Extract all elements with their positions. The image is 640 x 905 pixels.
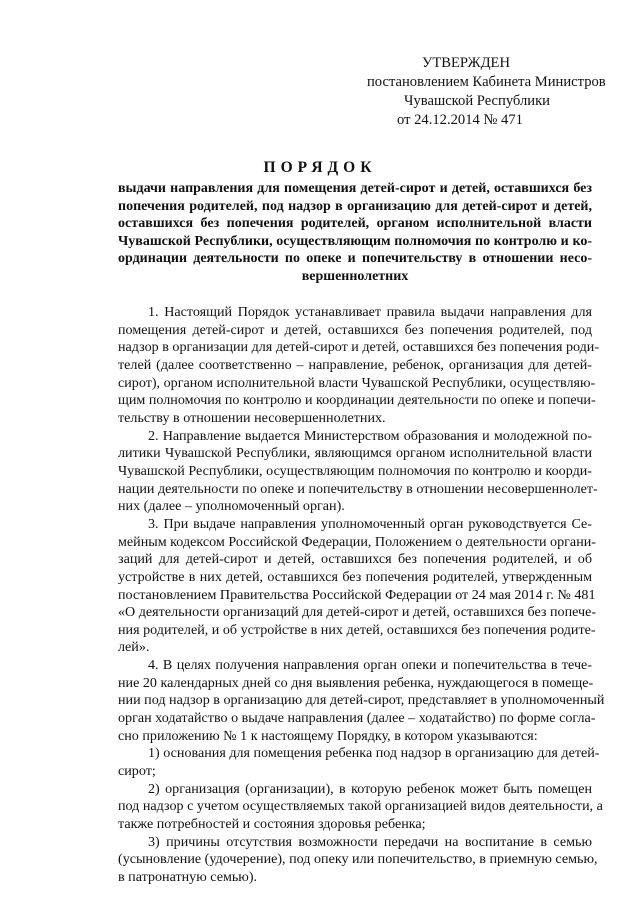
approval-line: постановлением Кабинета Министров	[367, 74, 606, 90]
body-line: 1) основания для помещения ребенка под надзор в организацию для детей-	[148, 745, 600, 762]
body-line: тельству в отношении несовершеннолетних.	[118, 409, 386, 426]
body-line: 2. Направление выдается Министерством образования и молодежной по-	[148, 427, 592, 444]
subtitle-line: ординации деятельности по опеке и попечительству в отношении несо-	[118, 251, 592, 267]
body-line: мейным кодексом Российской Федерации, Положением о деятельности органи-	[118, 533, 596, 550]
document-body	[118, 304, 605, 887]
subtitle-line: Чувашской Республики, осуществляющим полномочия по контролю и ко-	[118, 233, 592, 249]
subtitle-line: оставшихся без попечения родителей, органом исполнительной власти	[118, 216, 592, 232]
body-line: сирот), органом исполнительной власти Чувашской Республики, осуществляю-	[118, 374, 596, 391]
body-line: заций для детей-сирот и детей, оставшихся без попечения родителей, и об	[118, 551, 592, 568]
approval-line: от 24.12.2014 № 471	[397, 112, 523, 128]
body-line: помещения детей-сирот и детей, оставшихся без попечения родителей, под	[118, 321, 592, 338]
subtitle-line: вершеннолетних	[301, 268, 409, 284]
document-title: ПОРЯДОК	[263, 159, 377, 176]
approval-line: УТВЕРЖДЕН	[422, 55, 510, 71]
body-line: «О деятельности организаций для детей-сирот и детей, оставшихся без попече-	[118, 604, 597, 621]
body-line: щим полномочия по контролю и координации деятельности по опеке и попечи-	[118, 392, 596, 409]
body-line: нации деятельности по опеке и попечительству в отношении несовершеннолет-	[118, 480, 598, 497]
subtitle-line: попечения родителей, под надзор в организацию для детей-сирот и детей,	[118, 198, 592, 214]
body-line: устройстве в них детей, оставшихся без попечения родителей, утвержденным	[118, 568, 592, 585]
document-subtitle	[118, 180, 592, 286]
body-line: надзор в организации для детей-сирот и детей, оставшихся без попечения роди-	[118, 339, 600, 356]
body-line: (усыновление (удочерение), под опеку или попечительство, в приемную семью,	[118, 851, 598, 868]
body-line: 3) причины отсутствия возможности передачи на воспитание в семью	[148, 833, 592, 850]
body-line: в патронатную семью).	[118, 869, 258, 885]
body-line: постановлением Правительства Российской Федерации от 24 мая 2014 г. № 481	[118, 586, 596, 603]
body-line: 4. В целях получения направления орган опеки и попечительства в тече-	[148, 657, 592, 674]
body-line: них (далее – уполномоченный орган).	[118, 498, 345, 515]
body-line: ния родителей, и об устройстве в них детей, оставшихся без попечения родите-	[118, 621, 596, 638]
approval-stamp	[352, 54, 622, 130]
body-line: 3. При выдаче направления уполномоченный орган руководствуется Се-	[148, 515, 592, 532]
body-line: телей (далее соответственно – направление, ребенок, организация для детей-	[118, 356, 592, 373]
subtitle-line: выдачи направления для помещения детей-сирот и детей, оставшихся без	[118, 181, 592, 196]
body-line: также потребностей и состояния здоровья ребенка;	[118, 816, 426, 833]
body-line: 1. Настоящий Порядок устанавливает правила выдачи направления для	[148, 304, 592, 320]
approval-line: Чувашской Республики	[404, 93, 550, 109]
body-line: 2) организация (организации), в которую ребенок может быть помещен	[148, 780, 592, 797]
body-line: Чувашской Республики, осуществляющим полномочия по контролю и коорди-	[118, 462, 592, 479]
body-line: под надзор с учетом осуществляемых такой организацией видов деятельности, а	[118, 798, 603, 815]
body-line: орган ходатайство о выдаче направления (далее – ходатайство) по форме согла-	[118, 710, 596, 727]
body-line: сно приложению № 1 к настоящему Порядку, в котором указываются:	[118, 727, 538, 744]
body-line: литики Чувашской Республики, являющимся органом исполнительной власти	[118, 445, 592, 462]
body-line: лей».	[118, 639, 150, 656]
body-line: нии под надзор в организацию для детей-сирот, представляет в уполномоченный	[118, 692, 605, 709]
body-line: сирот;	[118, 763, 156, 780]
body-line: ние 20 календарных дней со дня выявления ребенка, нуждающегося в помеще-	[118, 674, 594, 691]
